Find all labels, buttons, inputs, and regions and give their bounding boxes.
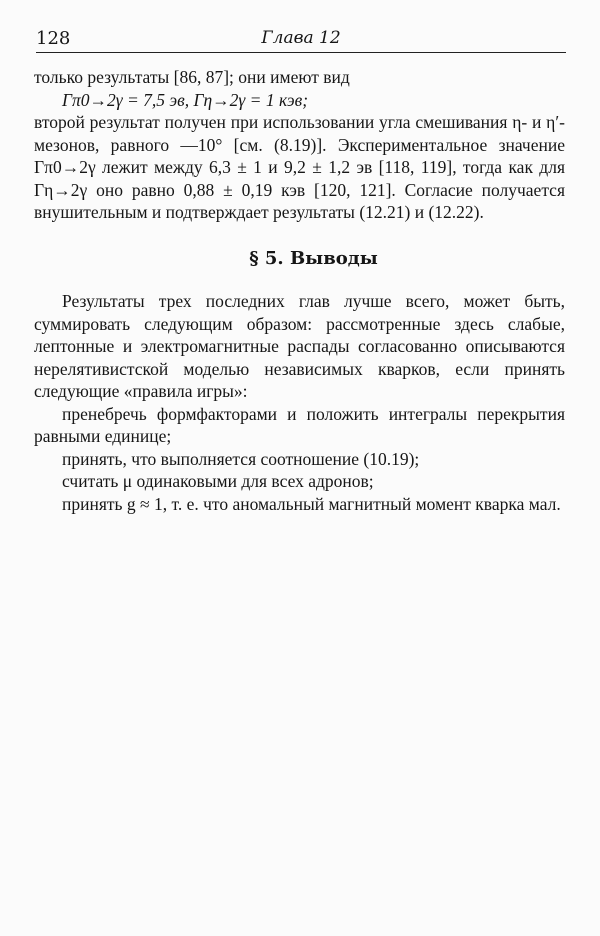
chapter-title: Глава 12 (261, 28, 341, 48)
running-header (36, 26, 566, 53)
rule-item: считать μ одинаковыми для всех адронов; (62, 471, 374, 491)
paragraph-summary: Результаты трех последних глав лучше всего, может быть, суммировать следующим образом: рассмотренные здесь слабые, лептонные и электромагнитные распады согласованно описываются нерелятивистской моделью независимых кварков, если принять следующие «правила игры»: (34, 291, 565, 401)
rules-list (34, 403, 565, 516)
paragraph-continuation: только результаты [86, 87]; они имеют вид (34, 67, 350, 87)
page-body (34, 66, 565, 515)
rule-item: принять, что выполняется соотношение (10.19); (62, 448, 420, 469)
paragraph-result: второй результат получен при использовании угла смешивания η- и η′-мезонов, равного —10° [см. (8.19)]. Экспериментальное значение Γπ0→2γ лежит между 6,3 ± 1 и 9,2 ± 1,2 эв [118, 119], тогда как для Γη→2γ оно равно 0,88 ± 0,19 кэв [120, 121]. Согласие получается внушительным и подтверждает результаты (12.21) и (12.22). (34, 112, 565, 222)
formula: Γπ0→2γ = 7,5 эв, Γη→2γ = 1 кэв; (62, 89, 309, 110)
rule-item: принять g ≈ 1, т. е. что аномальный магнитный момент кварка мал. (62, 493, 561, 514)
rule-item: пренебречь формфакторами и положить интегралы перекрытия равными единице; (34, 403, 565, 446)
section-heading: § 5. Выводы (249, 247, 378, 269)
page-number: 128 (36, 28, 71, 49)
